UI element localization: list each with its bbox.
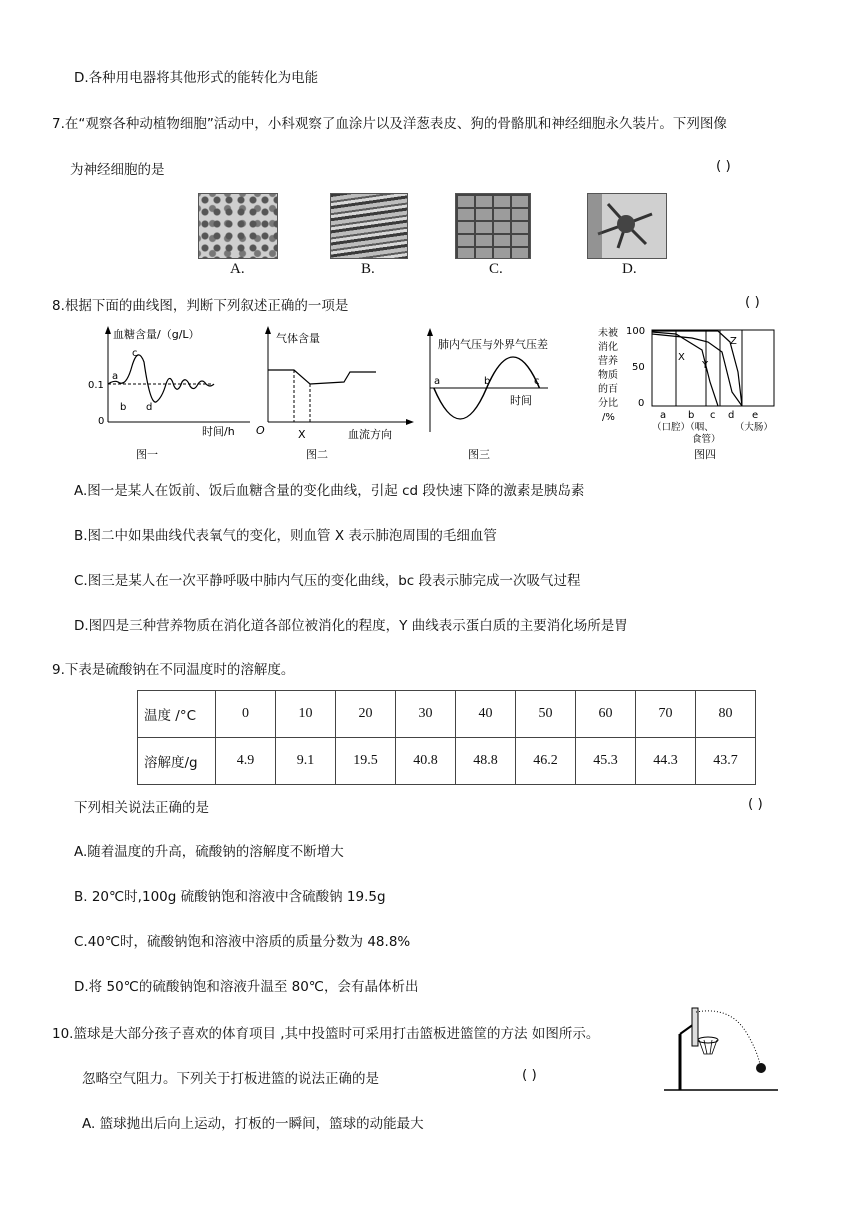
fig4-x-a: a [660,410,667,421]
fig1-point-d: d [146,402,153,413]
fig3-point-c: c [534,376,540,387]
fig4-ylabel-5: 的百 [598,384,618,395]
fig4-ylabel-2: 消化 [598,342,618,353]
q9-prompt: 下列相关说法正确的是 [74,800,209,816]
q9-stem: 9.下表是硫酸钠在不同温度时的溶解度。 [52,662,295,678]
q9-option-b: B. 20℃时,100g 硫酸钠饱和溶液中含硫酸钠 19.5g [74,889,386,905]
fig1-xlabel: 时间/h [202,425,235,438]
temp-cell: 50 [516,691,576,738]
figure-2-gas-content [248,322,418,462]
fig4-ylabel-6: 分比 [598,398,618,409]
solubility-table [137,690,756,785]
fig4-x-b: b [688,410,695,421]
fig4-ytick-50: 50 [632,362,645,373]
q9-answer-bracket: ( ) [748,796,763,812]
q8-option-d: D.图四是三种营养物质在消化道各部位被消化的程度，Y 曲线表示蛋白质的主要消化场所是胃 [74,618,628,634]
q10-stem-line1: 10.篮球是大部分孩子喜欢的体育项目 ,其中投篮时可采用打击篮板进篮筐的方法 如图所示。 [52,1026,600,1042]
solubility-cell: 48.8 [456,738,516,785]
solubility-cell: 9.1 [276,738,336,785]
fig4-x-c: c [710,410,716,421]
fig1-point-c: c [132,348,138,359]
temp-cell: 0 [216,691,276,738]
basketball-hoop-figure [660,1004,780,1094]
temp-cell: 20 [336,691,396,738]
fig2-ylabel: 气体含量 [276,332,320,345]
q8-stem: 8.根据下面的曲线图，判断下列叙述正确的一项是 [52,298,349,314]
q7-stem-line2: 为神经细胞的是 [70,162,165,178]
figure-4-digestion [592,322,792,466]
fig2-caption: 图二 [306,448,328,461]
fig4-x-d: d [728,410,735,421]
solubility-cell: 40.8 [396,738,456,785]
solubility-cell: 19.5 [336,738,396,785]
micrograph-skeletal-muscle [330,193,408,259]
temp-cell: 80 [696,691,756,738]
q8-option-c: C.图三是某人在一次平静呼吸中肺内气压的变化曲线，bc 段表示肺完成一次吸气过程 [74,573,581,589]
q6-option-d: D.各种用电器将其他形式的能转化为电能 [74,70,319,86]
basketball-icon [756,1063,766,1073]
micrograph-blood-smear [198,193,278,259]
fig1-zero: 0 [98,416,105,427]
fig4-ytick-100: 100 [626,326,646,337]
fig3-point-b: b [484,376,491,387]
q7-answer-bracket: ( ) [716,158,731,174]
fig1-tick: 0.1 [88,380,104,391]
fig3-caption: 图三 [468,448,490,461]
image-label-c: C. [489,261,503,277]
figure-3-lung-pressure [418,322,588,462]
fig4-x-e: e [752,410,759,421]
fig4-curve-y: Y [702,360,709,371]
row-header-temperature: 温度 /°C [138,691,216,738]
q8-answer-bracket: ( ) [745,294,760,310]
image-label-a: A. [230,261,245,277]
micrograph-nerve-cell [587,193,667,259]
fig2-xlabel: 血流方向 [348,428,392,441]
solubility-cell: 46.2 [516,738,576,785]
solubility-cell: 45.3 [576,738,636,785]
temp-cell: 70 [636,691,696,738]
fig2-origin: O [256,424,265,437]
fig4-xlabel-1: （口腔）（咽、 （大肠） [652,422,773,433]
fig1-point-a: a [112,371,119,382]
micrograph-onion-epidermis [455,193,531,259]
temp-cell: 60 [576,691,636,738]
q10-answer-bracket: ( ) [522,1067,537,1083]
image-label-b: B. [361,261,375,277]
fig3-point-a: a [434,376,441,387]
q10-option-a: A. 篮球抛出后向上运动，打板的一瞬间，篮球的动能最大 [82,1116,424,1132]
q7-stem-line1: 7.在“观察各种动植物细胞”活动中，小科观察了血涂片以及洋葱表皮、狗的骨骼肌和神经细胞永久装片。下列图像 [52,116,727,132]
fig1-point-b: b [120,402,127,413]
fig4-xlabel-2: 食管） [692,434,721,445]
temp-cell: 10 [276,691,336,738]
image-label-d: D. [622,261,637,277]
fig4-curve-x: X [678,352,685,363]
fig4-ylabel-1: 未被 [598,328,618,339]
fig1-caption: 图一 [136,448,158,461]
temp-cell: 30 [396,691,456,738]
solubility-cell: 4.9 [216,738,276,785]
row-header-solubility: 溶解度/g [138,738,216,785]
table-row-solubility [138,738,756,785]
fig4-ylabel-3: 营养 [598,356,618,367]
table-row-temperature [138,691,756,738]
temp-cell: 40 [456,691,516,738]
q9-option-d: D.将 50℃的硫酸钠饱和溶液升温至 80℃，会有晶体析出 [74,979,419,995]
fig4-ylabel-7: /% [602,412,615,423]
fig3-ylabel: 肺内气压与外界气压差 [438,338,548,351]
fig2-xmark: X [298,428,306,441]
solubility-cell: 43.7 [696,738,756,785]
fig3-xlabel: 时间 [510,394,532,407]
fig1-ylabel: 血糖含量/（g/L） [113,328,200,341]
q9-option-c: C.40℃时，硫酸钠饱和溶液中溶质的质量分数为 48.8% [74,934,411,950]
q10-stem-line2: 忽略空气阻力。下列关于打板进篮的说法正确的是 [82,1071,379,1087]
q9-option-a: A.随着温度的升高，硫酸钠的溶解度不断增大 [74,844,344,860]
q8-option-a: A.图一是某人在饭前、饭后血糖含量的变化曲线，引起 cd 段快速下降的激素是胰岛素 [74,483,585,499]
fig4-ytick-0: 0 [638,398,645,409]
figure-1-blood-sugar [80,322,260,462]
fig4-curve-z: Z [730,336,737,347]
fig4-caption: 图四 [694,448,716,461]
fig4-ylabel-4: 物质 [598,370,618,381]
solubility-cell: 44.3 [636,738,696,785]
q8-option-b: B.图二中如果曲线代表氧气的变化，则血管 X 表示肺泡周围的毛细血管 [74,528,497,544]
